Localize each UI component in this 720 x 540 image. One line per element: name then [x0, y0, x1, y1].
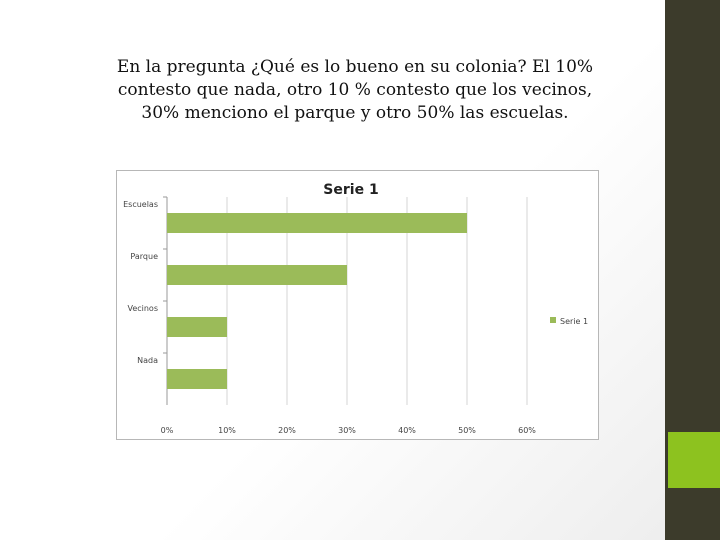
y-tick-label: Parque — [130, 252, 158, 261]
x-tick-label: 30% — [338, 426, 356, 435]
chart-title: Serie 1 — [323, 182, 379, 198]
y-axis-labels — [123, 200, 158, 365]
bar — [167, 369, 227, 389]
bar — [167, 213, 467, 233]
slide-text-line-1: En la pregunta ¿Qué es lo bueno en su colonia? El 10% — [116, 57, 594, 77]
legend-label: Serie 1 — [560, 317, 589, 326]
slide-accent-block — [668, 432, 720, 488]
bar — [167, 317, 227, 337]
slide-text-line-2: contesto que nada, otro 10 % contesto que los vecinos, — [117, 80, 593, 100]
y-tick-label: Vecinos — [127, 304, 158, 313]
slide-text-line-3: 30% menciono el parque y otro 50% las escuelas. — [141, 103, 569, 123]
bar-chart — [117, 171, 600, 441]
x-tick-label: 0% — [160, 426, 174, 435]
x-tick-label: 50% — [458, 426, 476, 435]
y-tick-label: Nada — [137, 356, 158, 365]
x-tick-label: 10% — [218, 426, 236, 435]
chart-bars — [167, 213, 467, 389]
y-tick-label: Escuelas — [123, 200, 158, 209]
x-axis-labels — [161, 426, 537, 435]
x-tick-label: 20% — [278, 426, 296, 435]
chart-container — [116, 170, 599, 440]
x-tick-label: 40% — [398, 426, 416, 435]
chart-legend — [550, 317, 588, 326]
x-tick-label: 60% — [518, 426, 536, 435]
slide-text — [100, 56, 610, 125]
bar — [167, 265, 347, 285]
legend-swatch — [550, 317, 556, 323]
